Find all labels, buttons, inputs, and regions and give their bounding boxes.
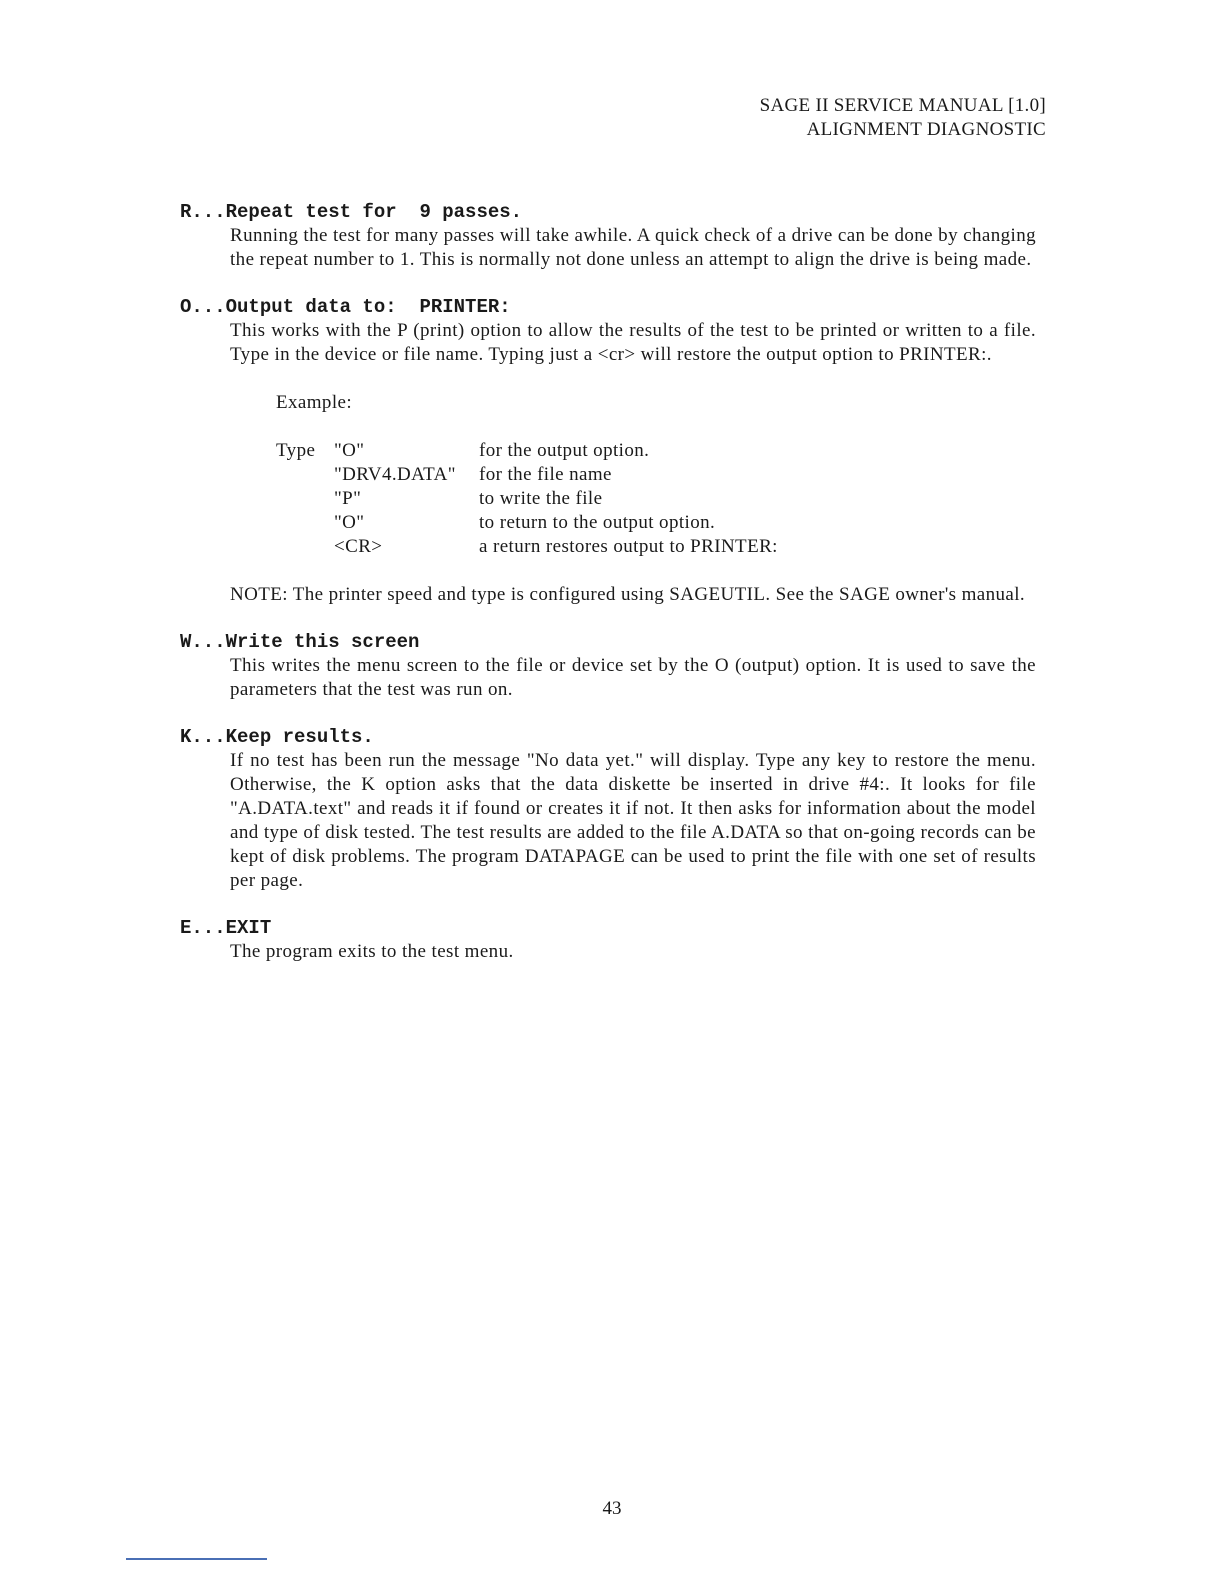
section-heading: W...Write this screen <box>180 631 420 653</box>
example-description: for the output option. <box>479 440 650 461</box>
running-header <box>760 94 1046 142</box>
section-body: If no test has been run the message "No data yet." will display. Type any key to restore the menu. Otherwise, the K option asks that the data diskette be inserted in drive #4:. It looks for file "A.DATA.text" and reads it if found or creates it if not. It then asks for information about the model and type of disk tested. The test results are added to the file A.DATA so that on-going records can be kept of disk problems. The program DATAPAGE can be used to print the file with one set of results per page. <box>230 750 1036 891</box>
section-body: The program exits to the test menu. <box>230 941 514 962</box>
example-type-label: Type <box>276 440 316 461</box>
section-heading: E...EXIT <box>180 917 272 939</box>
section-heading: K...Keep results. <box>180 726 374 748</box>
footer-rule <box>126 1558 267 1560</box>
section-heading: R...Repeat test for 9 passes. <box>180 201 523 223</box>
example-row <box>276 535 1040 559</box>
example-description: to return to the output option. <box>479 512 716 533</box>
section-body: This works with the P (print) option to allow the results of the test to be printed or written to a file. Type in the device or file name. Typing just a <cr> will restore the output option to PRINTER:. <box>230 320 1036 365</box>
header-section-title: ALIGNMENT DIAGNOSTIC <box>806 119 1046 140</box>
example-row <box>276 463 1040 487</box>
header-manual-title: SAGE II SERVICE MANUAL [1.0] <box>759 95 1046 116</box>
section-exit <box>180 916 1040 964</box>
example-key: "DRV4.DATA" <box>334 464 456 485</box>
section-heading: O...Output data to: PRINTER: <box>180 296 511 318</box>
section-repeat <box>180 200 1040 272</box>
example-key: "O" <box>334 440 365 461</box>
page-content <box>180 200 1040 987</box>
example-row <box>276 439 1040 463</box>
section-output <box>180 295 1040 607</box>
example-description: a return restores output to PRINTER: <box>479 536 778 557</box>
section-body: Running the test for many passes will take awhile. A quick check of a drive can be done by changing the repeat number to 1. This is normally not done unless an attempt to align the drive is being made. <box>230 225 1036 270</box>
page-number: 43 <box>602 1498 622 1519</box>
example-row <box>276 511 1040 535</box>
section-body: This writes the menu screen to the file or device set by the O (output) option. It is used to save the parameters that the test was run on. <box>230 655 1036 700</box>
example-key: <CR> <box>334 536 383 557</box>
example-key: "P" <box>334 488 362 509</box>
example-description: to write the file <box>479 488 603 509</box>
example-table <box>276 439 1040 559</box>
note-paragraph: NOTE: The printer speed and type is configured using SAGEUTIL. See the SAGE owner's manual. <box>230 584 1026 605</box>
example-description: for the file name <box>479 464 612 485</box>
section-keep <box>180 725 1040 893</box>
example-row <box>276 487 1040 511</box>
example-key: "O" <box>334 512 365 533</box>
section-write <box>180 630 1040 702</box>
example-label: Example: <box>276 392 353 413</box>
